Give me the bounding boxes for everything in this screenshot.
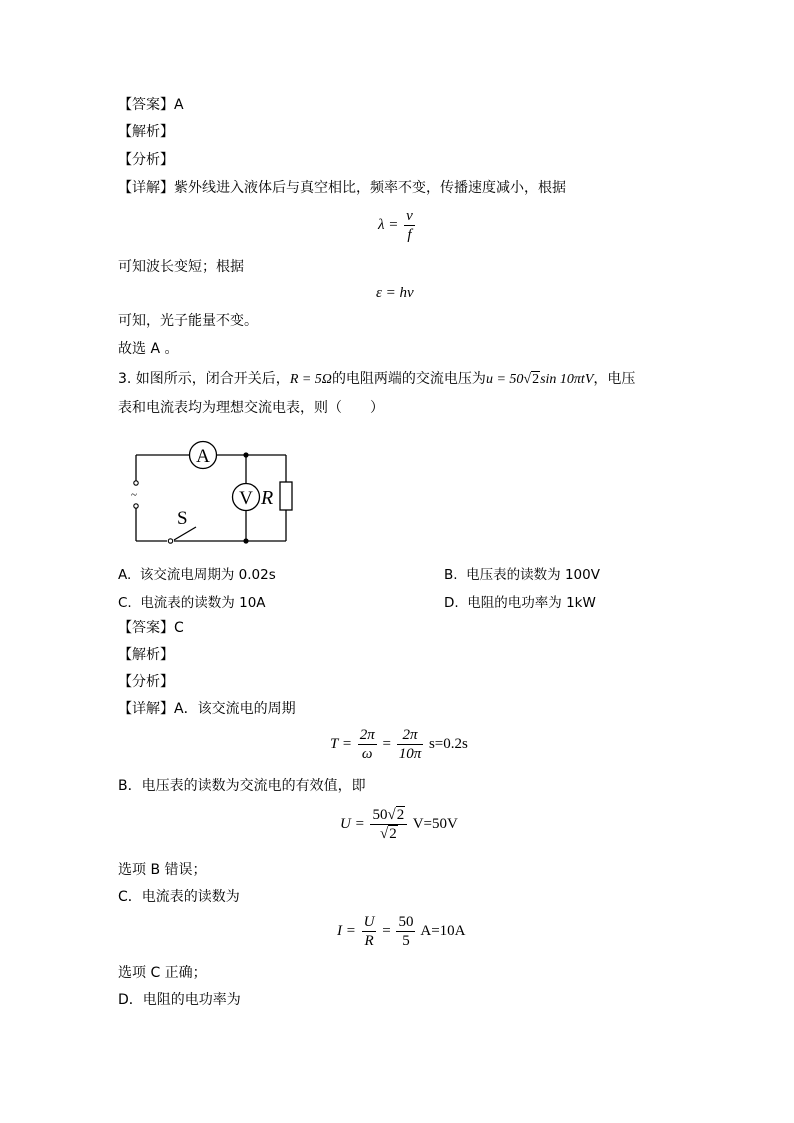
choice-c-text: 电流表的读数为 10A: [140, 595, 266, 611]
eq-i-num1: U: [363, 914, 375, 930]
fenxi-tag-1: 【分析】: [118, 152, 174, 168]
q3-sin-expr: sin 10πtV: [540, 372, 594, 387]
eq-t-lhs: T =: [330, 735, 352, 752]
answer-line-2: [118, 618, 184, 638]
text-line-4: 故选 A 。: [118, 341, 179, 357]
detail-line-2: [118, 699, 296, 719]
choice-c-letter: C.: [118, 595, 132, 611]
text-d-line: D．电阻的电功率为: [118, 992, 241, 1008]
equation-period: [330, 726, 468, 763]
eq-t-num2: 2π: [397, 726, 424, 745]
eq-u-tail: V=50V: [412, 815, 458, 832]
ac-source-symbol: ~: [131, 489, 137, 501]
text-b-line: B．电压表的读数为交流电的有效值，即: [118, 778, 366, 794]
choice-d-text: 电阻的电功率为 1kW: [467, 595, 596, 611]
eq-i-lhs: I =: [337, 922, 356, 939]
eq-i-tail: A=10A: [420, 922, 466, 939]
q3-voltage-expr: u = 50: [485, 372, 524, 387]
circuit-diagram: [120, 436, 300, 548]
choice-d[interactable]: [444, 591, 596, 611]
fenxi-tag-2: 【分析】: [118, 674, 174, 690]
detail-text: A．该交流电的周期: [174, 701, 296, 717]
voltmeter-label: V: [239, 488, 253, 509]
eq-i-den1: R: [364, 933, 374, 949]
q3-sqrt-value: 2: [532, 372, 540, 387]
answer-value: C: [174, 620, 184, 636]
detail-line-1: [118, 178, 566, 198]
choice-a[interactable]: [118, 563, 276, 583]
eq-i-den2: 5: [402, 933, 410, 949]
eq-numerator: v: [406, 208, 413, 224]
choice-b[interactable]: [444, 563, 600, 583]
q3-intro: 3. 如图所示，闭合开关后，: [118, 371, 290, 387]
text-c-right: 选项 C 正确；: [118, 965, 207, 981]
q3-tail: ，电压: [593, 371, 636, 387]
answer-line-1: [118, 95, 184, 115]
detail-text: 紫外线进入液体后与真空相比，频率不变，传播速度减小，根据: [174, 180, 566, 196]
junction-top: [243, 452, 248, 457]
detail-tag: 【详解】: [118, 701, 174, 717]
choice-a-text: 该交流电周期为 0.02s: [139, 567, 276, 583]
text-line-3: 可知，光子能量不变。: [118, 313, 258, 329]
analysis-tag-2: 【解析】: [118, 647, 174, 663]
eq-lhs: λ =: [378, 216, 399, 233]
question-3-line-2: 表和电流表均为理想交流电表，则（ ）: [118, 400, 384, 416]
equation-wavelength: [378, 207, 417, 244]
choice-b-text: 电压表的读数为 100V: [466, 567, 600, 583]
eq-u-num: 50: [372, 807, 388, 823]
eq-u-lhs: U =: [340, 815, 365, 832]
analysis-tag-1: 【解析】: [118, 124, 174, 140]
text-c-line: C．电流表的读数为: [118, 889, 240, 905]
eq-u-den-sqrt: 2: [389, 826, 397, 842]
eq-t-den1: ω: [361, 746, 373, 762]
text-line-2: 可知波长变短；根据: [118, 259, 244, 275]
eq-t-num1: 2π: [359, 727, 375, 743]
text-b-wrong: 选项 B 错误；: [118, 862, 207, 878]
eq-t-tail: s=0.2s: [428, 735, 468, 752]
resistor-label: R: [261, 487, 274, 509]
detail-tag: 【详解】: [118, 180, 174, 196]
eq-t-eq: =: [382, 735, 391, 752]
choice-a-letter: A.: [118, 567, 132, 583]
choice-d-letter: D.: [444, 595, 459, 611]
eq-denominator: f: [407, 227, 412, 243]
equation-photon-energy: ε = hν: [376, 285, 414, 301]
equation-current: [337, 913, 466, 950]
switch-label: S: [177, 508, 188, 529]
eq-i-eq: =: [382, 922, 391, 939]
answer-tag: 【答案】: [118, 97, 174, 113]
question-3-line-1: 3. 如图所示，闭合开关后，R = 5Ω的电阻两端的交流电压为u = 50√2sin 10πtV，电压: [118, 371, 636, 387]
answer-tag: 【答案】: [118, 620, 174, 636]
equation-voltage: U = $\frac{50√2}{√2}$ V=50V: [340, 807, 458, 842]
q3-resistance: R = 5Ω: [289, 372, 332, 387]
resistor-symbol: [280, 482, 292, 510]
answer-value: A: [174, 97, 184, 113]
choice-b-letter: B.: [444, 567, 458, 583]
q3-mid: 的电阻两端的交流电压为: [331, 371, 486, 387]
switch-terminal: [168, 539, 172, 543]
choice-c[interactable]: [118, 591, 266, 611]
eq-t-den2: 10π: [398, 746, 422, 762]
ammeter-label: A: [196, 446, 210, 467]
eq-i-num2: 50: [398, 914, 414, 930]
eq-u-num-sqrt: 2: [396, 807, 405, 823]
junction-bottom: [243, 538, 248, 543]
